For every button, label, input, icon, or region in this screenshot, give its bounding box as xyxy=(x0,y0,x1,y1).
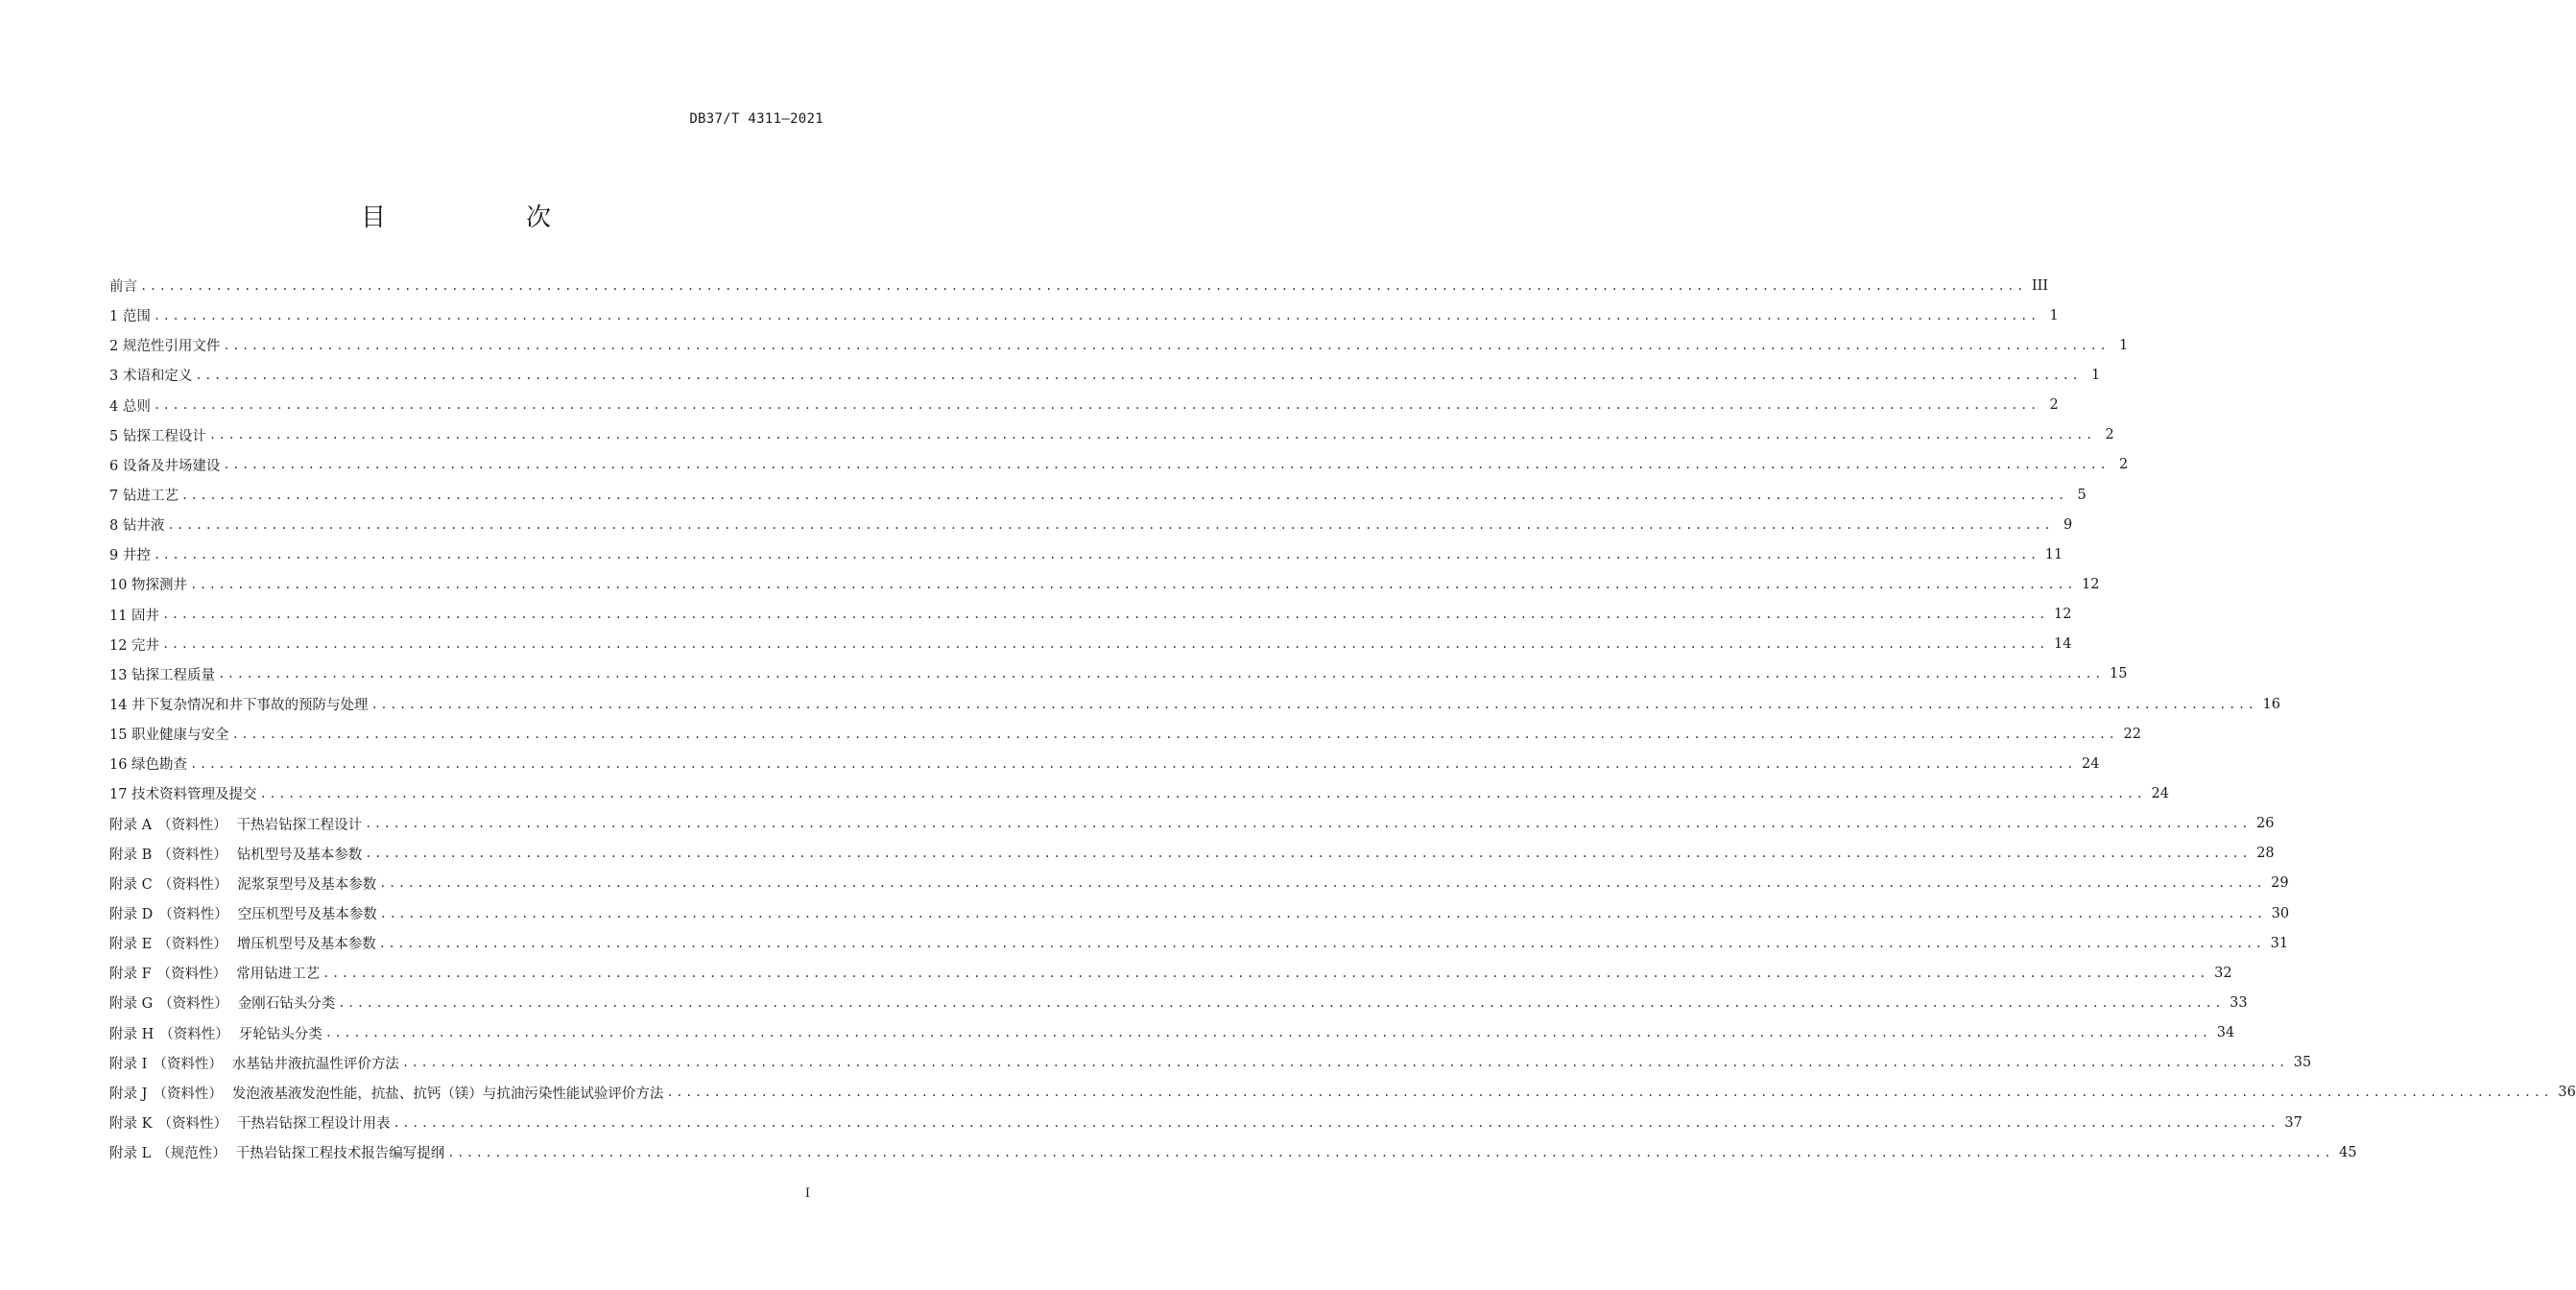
toc-entry[interactable] xyxy=(109,719,2141,749)
toc-page-number: III xyxy=(2031,277,2049,294)
toc-page-number: 15 xyxy=(2109,666,2128,682)
appendix-type: （资料性） xyxy=(158,996,228,1013)
appendix-type: （资料性） xyxy=(158,907,228,923)
toc-entry-label: 6 设备及井场建设 xyxy=(109,458,221,474)
toc-entry-label: 11 固井 xyxy=(109,608,160,624)
toc-page-number: 12 xyxy=(2081,576,2100,592)
toc-entry[interactable] xyxy=(109,569,2100,599)
toc-dot-leader: ........................................................................................................................................................................................................ xyxy=(370,697,2257,711)
toc-entry-label: 12 完井 xyxy=(109,637,160,654)
toc-page-number: 31 xyxy=(2270,935,2289,951)
appendix-title: 干热岩钻探工程技术报告编写提纲 xyxy=(235,1146,445,1162)
toc-dot-leader: ........................................................................................................................................................................................................ xyxy=(180,488,2067,502)
toc-dot-leader: ........................................................................................................................................................................................................ xyxy=(447,1145,2334,1159)
toc-page-number: 37 xyxy=(2284,1114,2302,1131)
toc-entry[interactable] xyxy=(109,271,2049,300)
toc-dot-leader: ........................................................................................................................................................................................................ xyxy=(379,876,2266,891)
toc-entry-label: 2 规范性引用文件 xyxy=(109,339,221,355)
toc-entry-label xyxy=(109,992,338,1013)
toc-entry[interactable] xyxy=(109,928,2289,958)
toc-entry-label xyxy=(109,844,365,864)
appendix-number: 附录 B xyxy=(109,847,153,863)
appendix-number: 附录 K xyxy=(109,1116,153,1132)
toc-entry-label: 17 技术资料管理及提交 xyxy=(109,787,257,803)
appendix-number: 附录 D xyxy=(109,907,154,923)
toc-dot-leader: ........................................................................................................................................................................................................ xyxy=(218,667,2104,681)
toc-page-number: 11 xyxy=(2044,546,2063,562)
appendix-number: 附录 J xyxy=(109,1086,148,1102)
toc-entry-label: 13 钻探工程质量 xyxy=(109,667,216,683)
toc-entry[interactable] xyxy=(109,809,2275,839)
toc-entry-label: 8 钻井液 xyxy=(109,518,165,535)
toc-entry-label: 1 范围 xyxy=(109,309,151,325)
toc-entry[interactable] xyxy=(109,360,2101,390)
toc-entry-label xyxy=(109,1142,447,1162)
toc-page-number: 2 xyxy=(2049,397,2059,414)
toc-entry[interactable] xyxy=(109,1048,2312,1078)
toc-dot-leader: ........................................................................................................................................................................................................ xyxy=(140,278,2026,293)
appendix-type: （资料性） xyxy=(153,1056,223,1072)
appendix-type: （资料性） xyxy=(153,1086,223,1102)
toc-entry[interactable] xyxy=(109,420,2114,450)
toc-page-number: 1 xyxy=(2119,337,2129,353)
toc-entry[interactable] xyxy=(109,659,2128,689)
toc-entry[interactable] xyxy=(109,1078,2576,1108)
toc-dot-leader: ........................................................................................................................................................................................................ xyxy=(393,1115,2279,1130)
toc-dot-leader: ........................................................................................................................................................................................................ xyxy=(190,577,2076,591)
toc-page-number: 24 xyxy=(2151,785,2169,801)
toc-entry[interactable] xyxy=(109,869,2289,898)
page-number: I xyxy=(804,1186,810,1201)
toc-dot-leader: ........................................................................................................................................................................................................ xyxy=(167,517,2054,532)
appendix-title: 常用钻进工艺 xyxy=(236,967,321,983)
toc-dot-leader: ........................................................................................................................................................................................................ xyxy=(153,308,2039,322)
toc-entry-label xyxy=(109,1023,325,1043)
toc-dot-leader: ........................................................................................................................................................................................................ xyxy=(401,1056,2288,1070)
toc-dot-leader: ........................................................................................................................................................................................................ xyxy=(223,338,2110,352)
toc-entry-label xyxy=(109,903,380,923)
appendix-type: （资料性） xyxy=(157,847,227,863)
toc-entry-label: 5 钻探工程设计 xyxy=(109,428,206,444)
toc-entry-label: 3 术语和定义 xyxy=(109,369,193,385)
toc-dot-leader: ........................................................................................................................................................................................................ xyxy=(223,458,2110,472)
toc-entry[interactable] xyxy=(109,749,2100,778)
toc-entry-label: 7 钻进工艺 xyxy=(109,489,179,505)
toc-page-number: 9 xyxy=(2063,516,2073,533)
appendix-title: 增压机型号及基本参数 xyxy=(236,937,376,953)
appendix-number: 附录 E xyxy=(109,937,153,953)
toc-dot-leader: ........................................................................................................................................................................................................ xyxy=(322,966,2209,980)
toc-page-number: 32 xyxy=(2214,965,2232,981)
appendix-number: 附录 G xyxy=(109,996,154,1013)
toc-page-number: 5 xyxy=(2077,487,2087,503)
toc-page-number: 28 xyxy=(2256,846,2275,862)
appendix-title: 干热岩钻探工程设计 xyxy=(236,817,363,833)
toc-entry-label: 16 绿色勘查 xyxy=(109,757,188,774)
toc-entry-label: 4 总则 xyxy=(109,398,151,415)
appendix-title: 发泡液基液发泡性能，抗盐、抗钙（镁）与抗油污染性能试验评价方法 xyxy=(231,1086,664,1102)
appendix-title: 水基钻井液抗温性评价方法 xyxy=(231,1056,399,1072)
appendix-type: （资料性） xyxy=(157,937,227,953)
toc-dot-leader: ........................................................................................................................................................................................................ xyxy=(162,637,2048,652)
toc-dot-leader: ........................................................................................................................................................................................................ xyxy=(153,547,2039,561)
table-of-contents xyxy=(109,271,2576,1167)
toc-entry-label: 前言 xyxy=(109,279,137,296)
toc-dot-leader: ........................................................................................................................................................................................................ xyxy=(666,1086,2553,1100)
toc-page-number: 12 xyxy=(2053,607,2072,623)
toc-entry[interactable] xyxy=(109,839,2275,869)
page-title: 目 次 xyxy=(360,203,608,232)
toc-page-number: 33 xyxy=(2230,994,2248,1011)
toc-page-number: 36 xyxy=(2558,1085,2576,1101)
toc-entry-label: 15 职业健康与安全 xyxy=(109,728,229,744)
appendix-title: 牙轮钻头分类 xyxy=(238,1026,322,1042)
appendix-number: 附录 A xyxy=(109,817,153,833)
toc-entry[interactable] xyxy=(109,778,2169,808)
toc-page-number: 16 xyxy=(2262,696,2280,712)
toc-dot-leader: ........................................................................................................................................................................................................ xyxy=(324,1026,2211,1040)
toc-dot-leader: ........................................................................................................................................................................................................ xyxy=(378,936,2265,950)
appendix-number: 附录 C xyxy=(109,876,153,893)
toc-entry-label xyxy=(109,814,365,834)
toc-entry[interactable] xyxy=(109,988,2248,1017)
appendix-type: （资料性） xyxy=(157,876,228,893)
toc-dot-leader: ........................................................................................................................................................................................................ xyxy=(162,608,2048,622)
appendix-title: 金刚石钻头分类 xyxy=(237,996,336,1013)
toc-page-number: 35 xyxy=(2293,1055,2312,1071)
toc-page-number: 24 xyxy=(2081,755,2100,772)
toc-entry[interactable] xyxy=(109,510,2073,539)
toc-dot-leader: ........................................................................................................................................................................................................ xyxy=(338,995,2225,1010)
toc-dot-leader: ........................................................................................................................................................................................................ xyxy=(231,727,2118,741)
toc-entry-label: 10 物探测井 xyxy=(109,578,188,594)
toc-entry-label xyxy=(109,963,322,983)
toc-dot-leader: ........................................................................................................................................................................................................ xyxy=(365,817,2252,831)
appendix-title: 空压机型号及基本参数 xyxy=(237,907,377,923)
toc-entry[interactable] xyxy=(109,450,2129,480)
appendix-number: 附录 L xyxy=(109,1146,152,1162)
toc-entry-label xyxy=(109,1053,402,1073)
toc-page-number: 14 xyxy=(2053,636,2072,653)
toc-entry-label: 14 井下复杂情况和井下事故的预防与处理 xyxy=(109,698,369,714)
toc-page-number: 26 xyxy=(2256,816,2275,832)
toc-entry-label xyxy=(109,873,379,894)
toc-entry[interactable] xyxy=(109,1018,2235,1048)
toc-entry[interactable] xyxy=(109,898,2290,928)
appendix-title: 干热岩钻探工程设计用表 xyxy=(236,1116,391,1132)
toc-dot-leader: ........................................................................................................................................................................................................ xyxy=(190,756,2076,771)
toc-entry[interactable] xyxy=(109,689,2280,719)
toc-entry[interactable] xyxy=(109,480,2087,510)
toc-entry[interactable] xyxy=(109,330,2129,360)
appendix-type: （资料性） xyxy=(156,967,227,983)
appendix-number: 附录 F xyxy=(109,967,152,983)
toc-entry-label xyxy=(109,1112,393,1133)
toc-page-number: 22 xyxy=(2123,726,2141,742)
toc-dot-leader: ........................................................................................................................................................................................................ xyxy=(379,906,2266,920)
toc-entry[interactable] xyxy=(109,600,2072,630)
toc-page-number: 1 xyxy=(2049,307,2059,323)
toc-page-number: 1 xyxy=(2091,367,2101,383)
toc-entry[interactable] xyxy=(109,391,2059,420)
toc-page-number: 2 xyxy=(2105,427,2114,443)
toc-entry-label: 9 井控 xyxy=(109,548,151,564)
toc-dot-leader: ........................................................................................................................................................................................................ xyxy=(259,786,2146,800)
appendix-type: （资料性） xyxy=(157,1116,227,1132)
toc-dot-leader: ........................................................................................................................................................................................................ xyxy=(208,428,2095,442)
toc-page-number: 30 xyxy=(2271,905,2290,921)
appendix-type: （资料性） xyxy=(157,817,227,833)
appendix-number: 附录 H xyxy=(109,1026,155,1042)
toc-entry[interactable] xyxy=(109,539,2063,569)
appendix-number: 附录 I xyxy=(109,1056,148,1072)
toc-entry[interactable] xyxy=(109,630,2072,659)
toc-entry-label xyxy=(109,1083,666,1103)
toc-page-number: 45 xyxy=(2339,1144,2357,1160)
toc-page-number: 29 xyxy=(2271,875,2289,892)
toc-entry[interactable] xyxy=(109,300,2059,330)
toc-dot-leader: ........................................................................................................................................................................................................ xyxy=(365,847,2252,861)
appendix-title: 泥浆泵型号及基本参数 xyxy=(237,876,377,893)
appendix-title: 钻机型号及基本参数 xyxy=(236,847,363,863)
appendix-type: （资料性） xyxy=(159,1026,229,1042)
document-code: DB37/T 4311—2021 xyxy=(689,111,823,127)
toc-entry[interactable] xyxy=(109,1137,2357,1167)
toc-entry[interactable] xyxy=(109,1108,2302,1137)
toc-entry-label xyxy=(109,933,379,953)
toc-page-number: 34 xyxy=(2216,1025,2235,1041)
toc-dot-leader: ........................................................................................................................................................................................................ xyxy=(195,368,2082,382)
toc-page-number: 2 xyxy=(2119,457,2129,473)
toc-entry[interactable] xyxy=(109,958,2232,988)
toc-dot-leader: ........................................................................................................................................................................................................ xyxy=(153,398,2039,413)
appendix-type: （规范性） xyxy=(156,1146,227,1162)
